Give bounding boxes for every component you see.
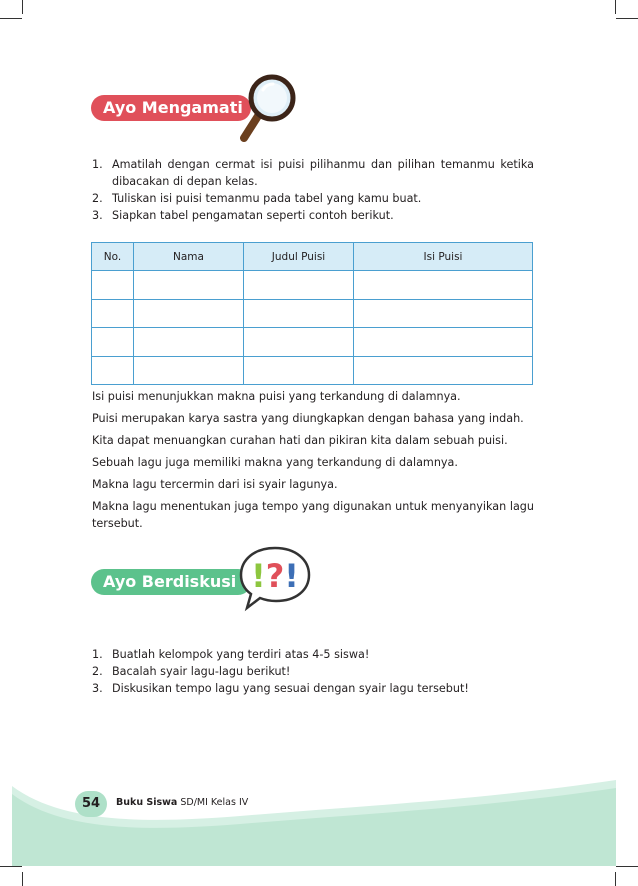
paragraph: Makna lagu menentukan juga tempo yang digunakan untuk menyanyikan lagu tersebut. <box>92 500 534 530</box>
table-cell[interactable] <box>92 299 134 328</box>
table-cell[interactable] <box>134 328 244 357</box>
bubble-text: !?! <box>251 557 299 595</box>
table-cell[interactable] <box>354 299 533 328</box>
observation-table <box>91 242 533 385</box>
mengamati-steps <box>92 156 534 224</box>
list-item: 1. Buatlah kelompok yang terdiri atas 4-5 siswa! <box>92 648 370 661</box>
ayo-mengamati-badge: Ayo Mengamati <box>91 95 251 121</box>
table-cell[interactable] <box>354 271 533 300</box>
table-cell[interactable] <box>244 328 354 357</box>
book-label-bold: Buku Siswa <box>116 797 178 808</box>
table-header-row <box>92 243 533 271</box>
table-cell[interactable] <box>354 356 533 385</box>
header-judul-puisi: Judul Puisi <box>244 243 354 271</box>
list-item: 3. Diskusikan tempo lagu yang sesuai dengan syair lagu tersebut! <box>92 682 469 695</box>
table-cell[interactable] <box>134 356 244 385</box>
list-item: 3. Siapkan tabel pengamatan seperti contoh berikut. <box>92 209 394 222</box>
table-cell[interactable] <box>244 299 354 328</box>
table-cell[interactable] <box>354 328 533 357</box>
paragraph: Makna lagu tercermin dari isi syair lagunya. <box>92 478 338 491</box>
paragraph: Isi puisi menunjukkan makna puisi yang terkandung di dalamnya. <box>92 390 461 403</box>
paragraph: Puisi merupakan karya sastra yang diungkapkan dengan bahasa yang indah. <box>92 412 524 425</box>
body-paragraphs <box>92 388 534 537</box>
header-isi-puisi: Isi Puisi <box>354 243 533 271</box>
table-row <box>92 356 533 385</box>
table-cell[interactable] <box>92 271 134 300</box>
table-cell[interactable] <box>244 271 354 300</box>
table-cell[interactable] <box>244 356 354 385</box>
book-label <box>116 797 248 808</box>
paragraph: Kita dapat menuangkan curahan hati dan pikiran kita dalam sebuah puisi. <box>92 434 508 447</box>
table-cell[interactable] <box>134 299 244 328</box>
table-row <box>92 299 533 328</box>
list-item: 1. Amatilah dengan cermat isi puisi pilihanmu dan pilihan temanmu ketika dibacakan di depan kelas. <box>92 158 534 188</box>
crop-mark-tr-v <box>615 0 616 14</box>
footer-wave <box>0 760 638 886</box>
header-nama: Nama <box>134 243 244 271</box>
header-no: No. <box>92 243 134 271</box>
table-row <box>92 271 533 300</box>
table-cell[interactable] <box>134 271 244 300</box>
magnifier-icon <box>238 72 300 146</box>
speech-bubble-icon <box>238 544 312 614</box>
ayo-berdiskusi-badge: Ayo Berdiskusi <box>91 569 251 595</box>
table-cell[interactable] <box>92 328 134 357</box>
page-number: 54 <box>75 791 107 817</box>
table-row <box>92 328 533 357</box>
table-cell[interactable] <box>92 356 134 385</box>
crop-mark-tl-h <box>0 18 22 19</box>
list-item: 2. Tuliskan isi puisi temanmu pada tabel yang kamu buat. <box>92 192 422 205</box>
berdiskusi-steps <box>92 646 534 697</box>
book-label-rest: SD/MI Kelas IV <box>177 797 249 808</box>
paragraph: Sebuah lagu juga memiliki makna yang terkandung di dalamnya. <box>92 456 458 469</box>
crop-mark-tr-h <box>616 18 638 19</box>
list-item: 2. Bacalah syair lagu-lagu berikut! <box>92 665 291 678</box>
crop-mark-tl-v <box>22 0 23 14</box>
